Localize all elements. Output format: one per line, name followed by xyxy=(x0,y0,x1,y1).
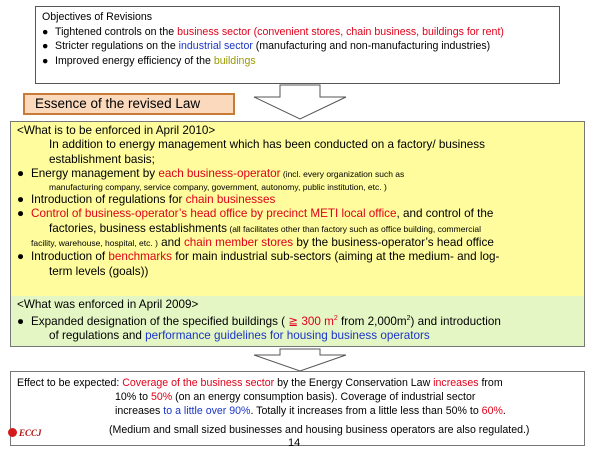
item-text: Introduction of regulations for xyxy=(31,193,186,207)
april-2009-section xyxy=(11,296,584,346)
expected-effect-box xyxy=(10,371,585,446)
effect-text: by the Energy Conservation Law xyxy=(274,377,434,389)
objective-text: Improved energy efficiency of the xyxy=(55,54,214,67)
bullet-item xyxy=(17,250,578,264)
effect-label: Effect to be expected: xyxy=(17,377,120,389)
item-text-line: term levels (goals)) xyxy=(49,264,149,278)
item-text-line xyxy=(17,222,578,236)
objective-item xyxy=(42,54,553,69)
item-highlight: 2 xyxy=(333,315,338,323)
item-text-line xyxy=(17,236,578,250)
effect-text: from xyxy=(478,377,503,389)
item-text: 2 xyxy=(406,315,411,323)
bullet-icon: ● xyxy=(42,54,49,67)
bullet-item xyxy=(17,207,578,221)
essence-title: Essence of the revised Law xyxy=(23,93,235,115)
section-heading: <What is to be enforced in April 2010> xyxy=(17,124,216,137)
item-highlight: benchmarks xyxy=(108,250,172,264)
item-text: of regulations and xyxy=(49,329,146,343)
bullet-icon: ● xyxy=(17,207,25,221)
bullet-icon: ● xyxy=(42,40,49,52)
item-text: by the business-operator’s head office xyxy=(293,236,494,250)
objective-item xyxy=(42,25,553,40)
effect-text: (on an energy consumption basis). Coverage of industrial sector xyxy=(172,391,476,403)
bullet-item xyxy=(17,167,578,181)
bullet-icon: ● xyxy=(17,250,25,264)
objective-text: Tightened controls on the xyxy=(55,25,178,38)
effect-text: increases xyxy=(115,405,164,417)
bullet-item xyxy=(17,193,578,207)
effect-highlight: to a little over 90% xyxy=(163,405,251,417)
item-highlight: chain businesses xyxy=(185,193,276,207)
intro-text: establishment basis; xyxy=(49,152,155,166)
item-text: factories, business establishments xyxy=(49,221,227,235)
page-number: 14 xyxy=(288,437,301,449)
item-text: Energy management by xyxy=(31,166,159,180)
effect-highlight: 50% xyxy=(150,391,173,403)
logo-mark-icon xyxy=(8,428,17,437)
effect-line xyxy=(17,376,578,390)
item-highlight: performance guidelines for housing business operators xyxy=(145,329,430,343)
effect-text: . xyxy=(502,405,506,417)
effect-line xyxy=(17,390,578,404)
item-text: , and control of the xyxy=(396,207,494,221)
item-highlight: ≧ xyxy=(288,315,299,329)
bullet-icon: ● xyxy=(17,315,25,329)
item-text: Introduction of xyxy=(31,250,109,264)
effect-text: . Totally it increases from a little less than 50% to xyxy=(250,405,482,417)
april-2010-section xyxy=(11,122,584,296)
item-note: facility, warehouse, hospital, etc. ) xyxy=(31,238,158,249)
item-highlight: 300 m xyxy=(298,315,334,329)
item-text: Expanded designation of the specified buildings ( xyxy=(31,315,289,329)
item-highlight: Control of business-operator’s head office by precinct METI local office xyxy=(31,207,397,221)
item-note: (all facilitates other than factory such as office building, commercial xyxy=(227,223,482,234)
effect-note: (Medium and small sized businesses and housing business operators are also regulated.) xyxy=(109,424,530,436)
objective-highlight: buildings xyxy=(213,54,256,67)
item-text: from 2,000m xyxy=(337,315,407,329)
bullet-icon: ● xyxy=(17,193,25,207)
effect-highlight: 60% xyxy=(481,405,503,417)
objective-text: Stricter regulations on the xyxy=(55,40,179,52)
effect-highlight: increases xyxy=(433,377,479,389)
logo-text: ECCJ xyxy=(19,428,42,438)
item-text: for main industrial sub-sectors (aiming at the medium- and log- xyxy=(172,250,500,264)
objectives-title: Objectives of Revisions xyxy=(42,11,153,23)
effect-text: 10% to xyxy=(115,391,151,403)
item-note: (incl. every organization such as xyxy=(280,168,405,179)
bullet-item xyxy=(17,312,578,329)
item-note: manufacturing company, service company, government, autonomy, public institution, etc. ) xyxy=(49,182,387,193)
objectives-box xyxy=(35,6,560,84)
item-text: ) and introduction xyxy=(410,315,501,329)
item-text-line xyxy=(17,329,578,343)
revised-law-box xyxy=(10,121,585,347)
eccj-logo xyxy=(8,428,42,438)
section-heading: <What was enforced in April 2009> xyxy=(17,298,199,311)
down-arrow-icon xyxy=(252,348,348,372)
bullet-icon: ● xyxy=(17,166,25,180)
objective-text: (manufacturing and non-manufacturing industries) xyxy=(252,40,491,52)
objective-highlight: industrial sector xyxy=(178,40,253,52)
objective-item xyxy=(42,39,553,54)
effect-highlight: Coverage of the business sector xyxy=(122,377,275,389)
objective-highlight: business sector (convenient stores, chain business, buildings for rent) xyxy=(177,25,504,38)
intro-text: In addition to energy management which has been conducted on a factory/ business xyxy=(49,138,485,152)
item-highlight: chain member stores xyxy=(183,236,294,250)
effect-line xyxy=(17,404,578,418)
bullet-icon: ● xyxy=(42,25,49,38)
item-text: and xyxy=(157,236,184,250)
item-highlight: each business-operator xyxy=(158,166,281,180)
down-arrow-icon xyxy=(252,84,348,120)
